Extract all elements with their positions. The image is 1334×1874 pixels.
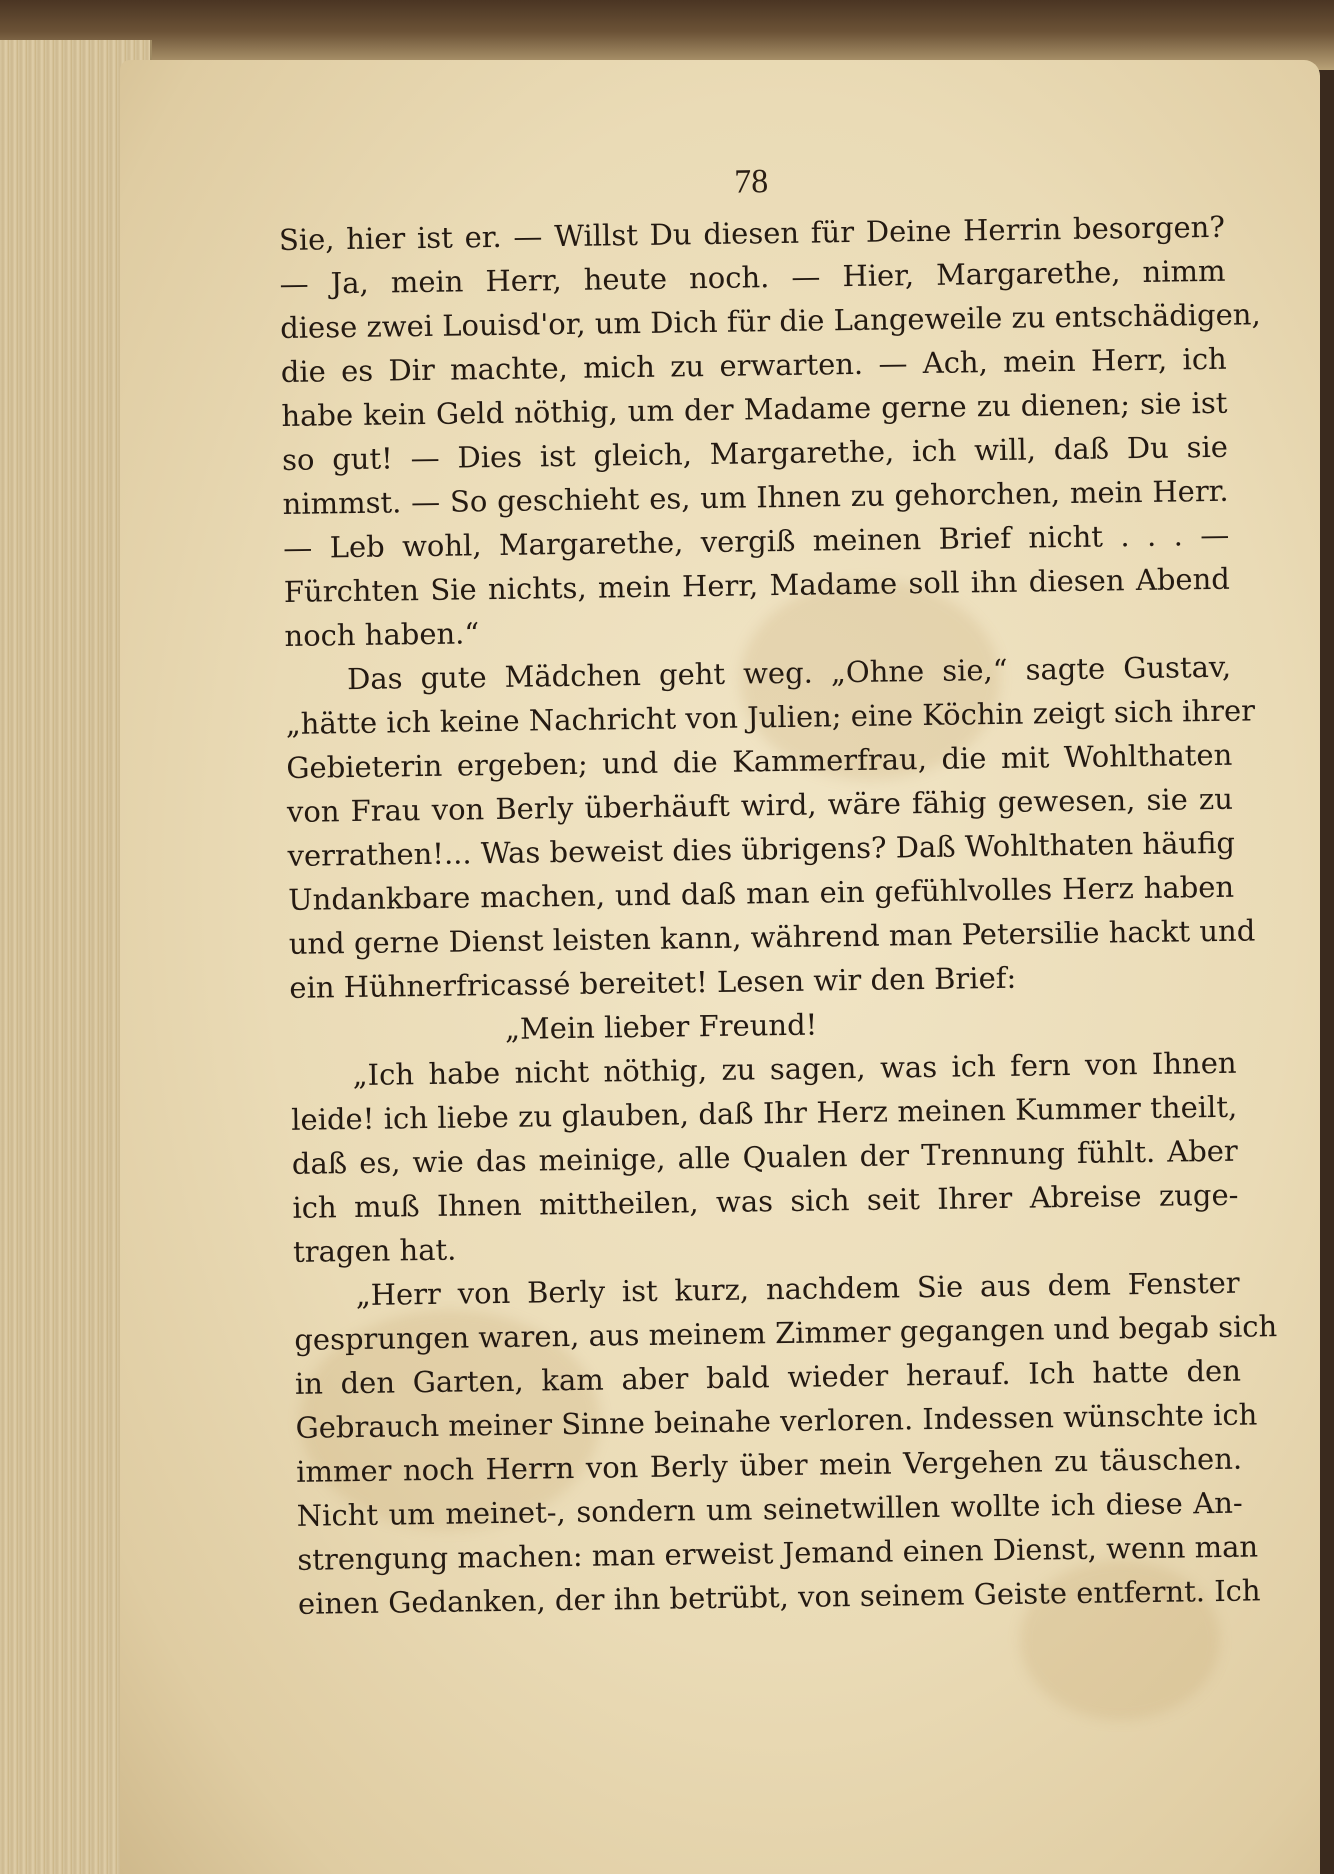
- text-line: — Leb wohl, Margarethe, vergiß meinen Brief nicht . . . —: [283, 517, 1230, 565]
- text-line: die es Dir machte, mich zu erwarten. — Ach, mein Herr, ich: [280, 341, 1227, 389]
- paragraph-first-line: „Herr von Berly ist kurz, nachdem Sie aus dem Fenster: [355, 1265, 1240, 1313]
- text-line: habe kein Geld nöthig, um der Madame gerne zu dienen; sie ist: [281, 385, 1228, 433]
- text-line: ich muß Ihnen mittheilen, was sich seit Ihrer Abreise zuge-: [292, 1177, 1239, 1225]
- text-line: immer noch Herrn von Berly über mein Vergehen zu täuschen.: [295, 1441, 1243, 1489]
- paragraph-first-line: „Ich habe nicht nöthig, zu sagen, was ich fern von Ihnen: [352, 1045, 1237, 1093]
- text-line: Gebieterin ergeben; und die Kammerfrau, die mit Wohlthaten: [286, 737, 1233, 785]
- paragraph-first-line: Das gute Mädchen geht weg. „Ohne sie,“ sagte Gustav,: [346, 649, 1232, 697]
- text-line: leide! ich liebe zu glauben, daß Ihr Herz meinen Kummer theilt,: [291, 1089, 1238, 1137]
- text-line: diese zwei Louisd'or, um Dich für die Langeweile zu entschädigen,: [279, 297, 1261, 345]
- text-line: von Frau von Berly überhäuft wird, wäre fähig gewesen, sie zu: [286, 781, 1234, 829]
- text-line: nimmst. — So geschieht es, um Ihnen zu gehorchen, mein Herr.: [282, 473, 1229, 521]
- text-line: noch haben.“: [284, 616, 480, 653]
- text-line: tragen hat.: [292, 1232, 457, 1269]
- text-line: und gerne Dienst leisten kann, während man Petersilie hackt und: [288, 913, 1256, 961]
- text-line: Undankbare machen, und daß man ein gefühlvolles Herz haben: [287, 869, 1235, 917]
- text-line: Gebrauch meiner Sinne beinahe verloren. Indessen wünschte ich: [295, 1397, 1258, 1445]
- page-number: 78: [733, 163, 769, 201]
- text-line: Fürchten Sie nichts, mein Herr, Madame soll ihn diesen Abend: [283, 561, 1231, 609]
- text-line: — Ja, mein Herr, heute noch. — Hier, Margarethe, nimm: [279, 253, 1226, 301]
- text-line: Sie, hier ist er. — Willst Du diesen für Deine Herrin besorgen?: [278, 209, 1226, 257]
- text-line: Nicht um meinet-, sondern um seinetwillen wollte ich diese An-: [296, 1485, 1243, 1533]
- text-line: verrathen!... Was beweist dies übrigens? Daß Wohlthaten häufig: [287, 825, 1236, 873]
- text-line: „hätte ich keine Nachricht von Julien; eine Köchin zeigt sich ihrer: [285, 693, 1256, 741]
- text-line: daß es, wie das meinige, alle Qualen der Trennung fühlt. Aber: [291, 1133, 1239, 1181]
- text-line: einen Gedanken, der ihn betrübt, von seinem Geiste entfernt. Ich: [297, 1573, 1261, 1621]
- text-line: strengung machen: man erweist Jemand einen Dienst, wenn man: [297, 1529, 1259, 1577]
- text-line: so gut! — Dies ist gleich, Margarethe, ich will, daß Du sie: [281, 429, 1229, 477]
- letter-salutation: „Mein lieber Freund!: [504, 1007, 818, 1046]
- text-line: gesprungen waren, aus meinem Zimmer gegangen und begab sich: [294, 1309, 1278, 1357]
- text-line: ein Hühnerfricassé bereitet! Lesen wir den Brief:: [289, 960, 1017, 1005]
- text-line: in den Garten, kam aber bald wieder herauf. Ich hatte den: [294, 1353, 1242, 1401]
